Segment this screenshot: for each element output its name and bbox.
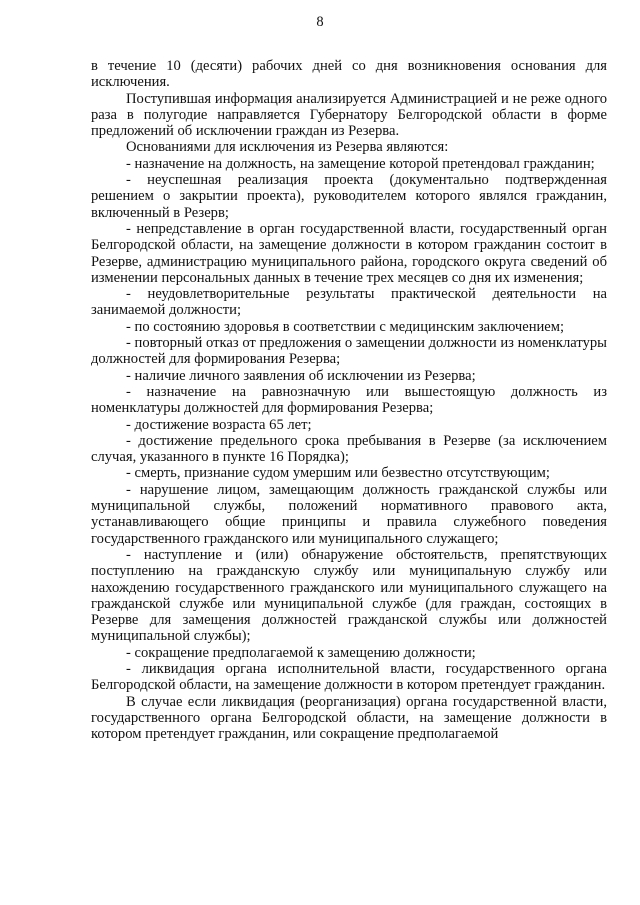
list-item: - непредставление в орган государственной власти, государственный орган Белгородской области, на замещение должности в котором гражданин состоит в Резерве, администрацию муниципального района, городского округа сведений об изменении персональных данных в течение трех месяцев со дня их изменения;: [91, 220, 607, 286]
paragraph: Основаниями для исключения из Резерва являются:: [126, 139, 449, 156]
list-item: - ликвидация органа исполнительной власти, государственного органа Белгородской области, на замещение должности в котором претендует гражданин.: [91, 660, 607, 694]
list-item: - повторный отказ от предложения о замещении должности из номенклатуры должностей для формирования Резерва;: [91, 335, 607, 368]
list-item: - смерть, признание судом умершим или безвестно отсутствующим;: [126, 465, 550, 482]
list-item: - назначение на должность, на замещение которой претендовал гражданин;: [126, 155, 595, 172]
list-item: - наличие личного заявления об исключении из Резерва;: [126, 367, 476, 384]
list-item: - достижение возраста 65 лет;: [126, 416, 312, 433]
list-item: - нарушение лицом, замещающим должность гражданской службы или муниципальной службы, положений нормативного правового акта, устанавливающего общие принципы и правила служебного поведения государственного гражданского или муниципального служащего;: [91, 481, 607, 547]
list-item: - неудовлетворительные результаты практической деятельности на занимаемой должности;: [91, 286, 607, 319]
list-item: - достижение предельного срока пребывания в Резерве (за исключением случая, указанного в пункте 16 Порядка);: [91, 432, 607, 466]
document-body: [91, 58, 607, 742]
paragraph: Поступившая информация анализируется Администрацией и не реже одного раза в полугодие направляется Губернатору Белгородской области в форме предложений об исключении граждан из Резерва.: [91, 90, 607, 140]
paragraph: В случае если ликвидация (реорганизация) органа государственной власти, государственного органа Белгородской области, на замещение должности в котором претендует гражданин, или сокращение предполагаемой: [91, 693, 607, 743]
list-item: - наступление и (или) обнаружение обстоятельств, препятствующих поступлению на гражданскую службу или муниципальную службу или нахождению государственного гражданского или муниципального служащего на гражданской службе или муниципальной службе (для граждан, состоящих в Резерве для замещения должностей гражданской службы или должностей муниципальной службы);: [91, 546, 607, 645]
list-item: - неуспешная реализация проекта (документально подтвержденная решением о закрытии проекта), руководителем которого являлся гражданин, включенный в Резерв;: [91, 172, 607, 221]
list-item: - назначение на равнозначную или вышестоящую должность из номенклатуры должностей для формирования Резерва;: [91, 383, 607, 417]
list-item: - сокращение предполагаемой к замещению должности;: [126, 644, 476, 661]
page-number: 8: [316, 14, 324, 30]
list-item: - по состоянию здоровья в соответствии с медицинским заключением;: [126, 318, 565, 335]
paragraph: в течение 10 (десяти) рабочих дней со дня возникновения основания для исключения.: [91, 58, 607, 91]
